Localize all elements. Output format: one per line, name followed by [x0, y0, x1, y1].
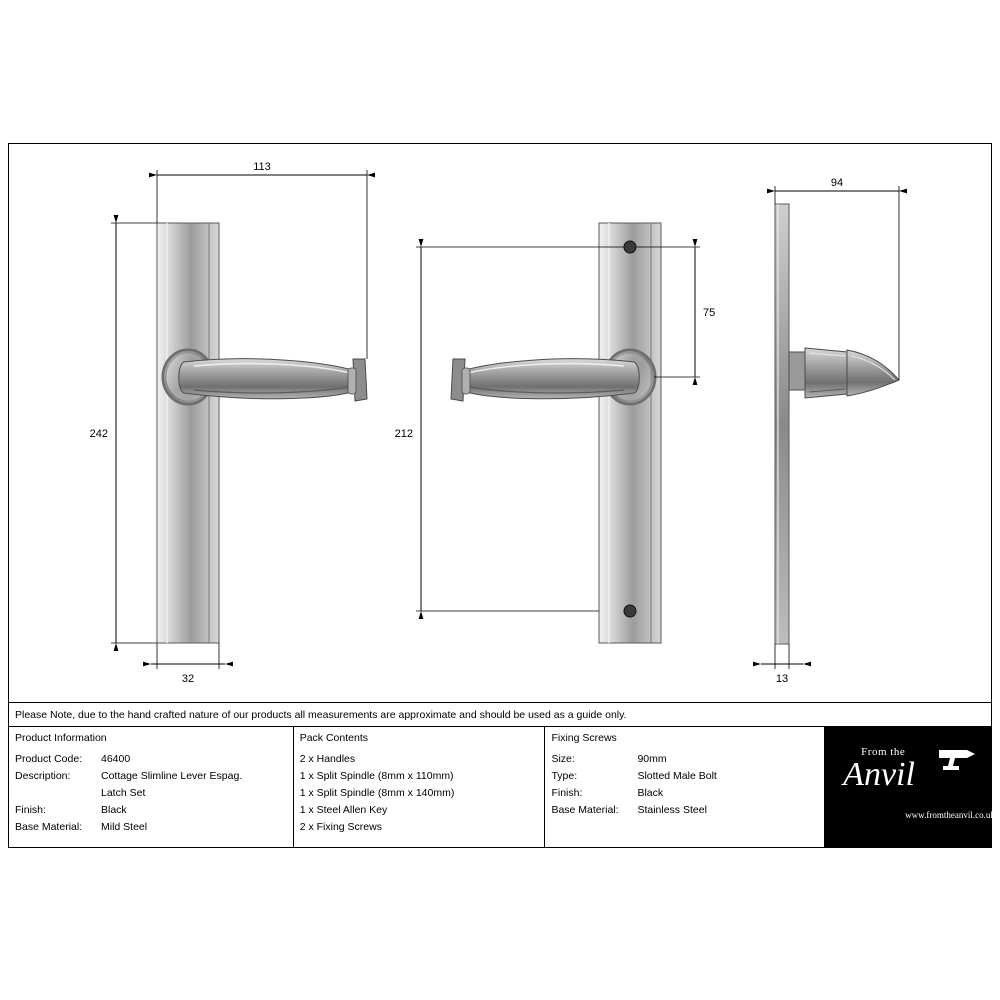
dimension-centres-212 — [395, 247, 624, 611]
product-info-row — [15, 819, 293, 836]
fixing-screws-row — [551, 785, 824, 802]
type-value: Slotted Male Bolt — [637, 770, 717, 782]
view-side-elevation — [775, 204, 899, 644]
dimension-label-94: 94 — [830, 177, 844, 189]
product-info-row — [15, 802, 293, 819]
base-material-value: Mild Steel — [101, 821, 148, 833]
size-value: 90mm — [637, 753, 667, 765]
fixing-screws-row — [551, 751, 824, 768]
pack-contents-item: 2 x Handles — [299, 753, 356, 765]
description-label: Description: — [15, 770, 71, 782]
specification-table — [8, 727, 995, 848]
product-code-label: Product Code: — [15, 753, 83, 765]
pack-contents-item: 1 x Split Spindle (8mm x 110mm) — [299, 770, 454, 782]
drawing-frame — [8, 143, 992, 703]
logo-url-text: www.fromtheanvil.co.uk — [905, 810, 995, 820]
pack-contents-item: 1 x Steel Allen Key — [299, 804, 388, 816]
size-label: Size: — [551, 753, 575, 765]
fixing-screws-title: Fixing Screws — [551, 732, 617, 744]
dimension-height-242 — [90, 223, 157, 643]
fixing-hole-top — [624, 241, 636, 253]
type-label: Type: — [551, 770, 578, 782]
fixing-finish-value: Black — [637, 787, 664, 799]
product-code-value: 46400 — [101, 753, 131, 765]
pack-contents-item: 2 x Fixing Screws — [299, 821, 382, 833]
base-material-label: Base Material: — [15, 821, 83, 833]
dimension-label-113: 113 — [253, 161, 271, 173]
logo-brand-text: Anvil — [843, 756, 915, 793]
finish-value: Black — [101, 804, 127, 816]
dimension-width-32 — [151, 643, 225, 685]
measurement-note: Please Note, due to the hand crafted nature of our products all measurements are approximate and should be used as a guide only. — [8, 703, 992, 727]
product-drawing — [9, 144, 993, 704]
dimension-label-212: 212 — [394, 428, 413, 440]
product-info-row — [15, 785, 293, 802]
fixing-screws-row — [551, 802, 824, 819]
description-value: Cottage Slimline Lever Espag. — [101, 770, 243, 782]
dimension-thickness-13 — [761, 644, 803, 685]
dimension-label-242: 242 — [89, 428, 108, 440]
fixing-base-material-value: Stainless Steel — [637, 804, 707, 816]
description-continuation-value: Latch Set — [101, 787, 146, 799]
dimension-label-13: 13 — [775, 673, 789, 685]
view-front-fixings — [451, 223, 661, 643]
product-info-row — [15, 751, 293, 768]
fixing-screws-column — [545, 727, 825, 847]
fixing-base-material-label: Base Material: — [551, 804, 619, 816]
finish-label: Finish: — [15, 804, 46, 816]
brand-logo-panel — [825, 727, 995, 847]
product-information-title: Product Information — [15, 732, 107, 744]
dimension-label-32: 32 — [181, 673, 195, 685]
fixing-finish-label: Finish: — [551, 787, 583, 799]
dimension-projection-94 — [775, 177, 899, 380]
pack-contents-title: Pack Contents — [299, 732, 368, 744]
fixing-screws-row — [551, 768, 824, 785]
pack-contents-item: 1 x Split Spindle (8mm x 140mm) — [299, 787, 455, 799]
anvil-icon — [937, 746, 977, 772]
fixing-hole-bottom — [624, 605, 636, 617]
product-information-column — [9, 727, 294, 847]
pack-contents-column — [294, 727, 546, 847]
dimension-label-75: 75 — [703, 307, 716, 319]
view-front-lever — [157, 223, 367, 643]
logo-top-text: From the — [861, 746, 906, 758]
product-info-row — [15, 768, 293, 785]
